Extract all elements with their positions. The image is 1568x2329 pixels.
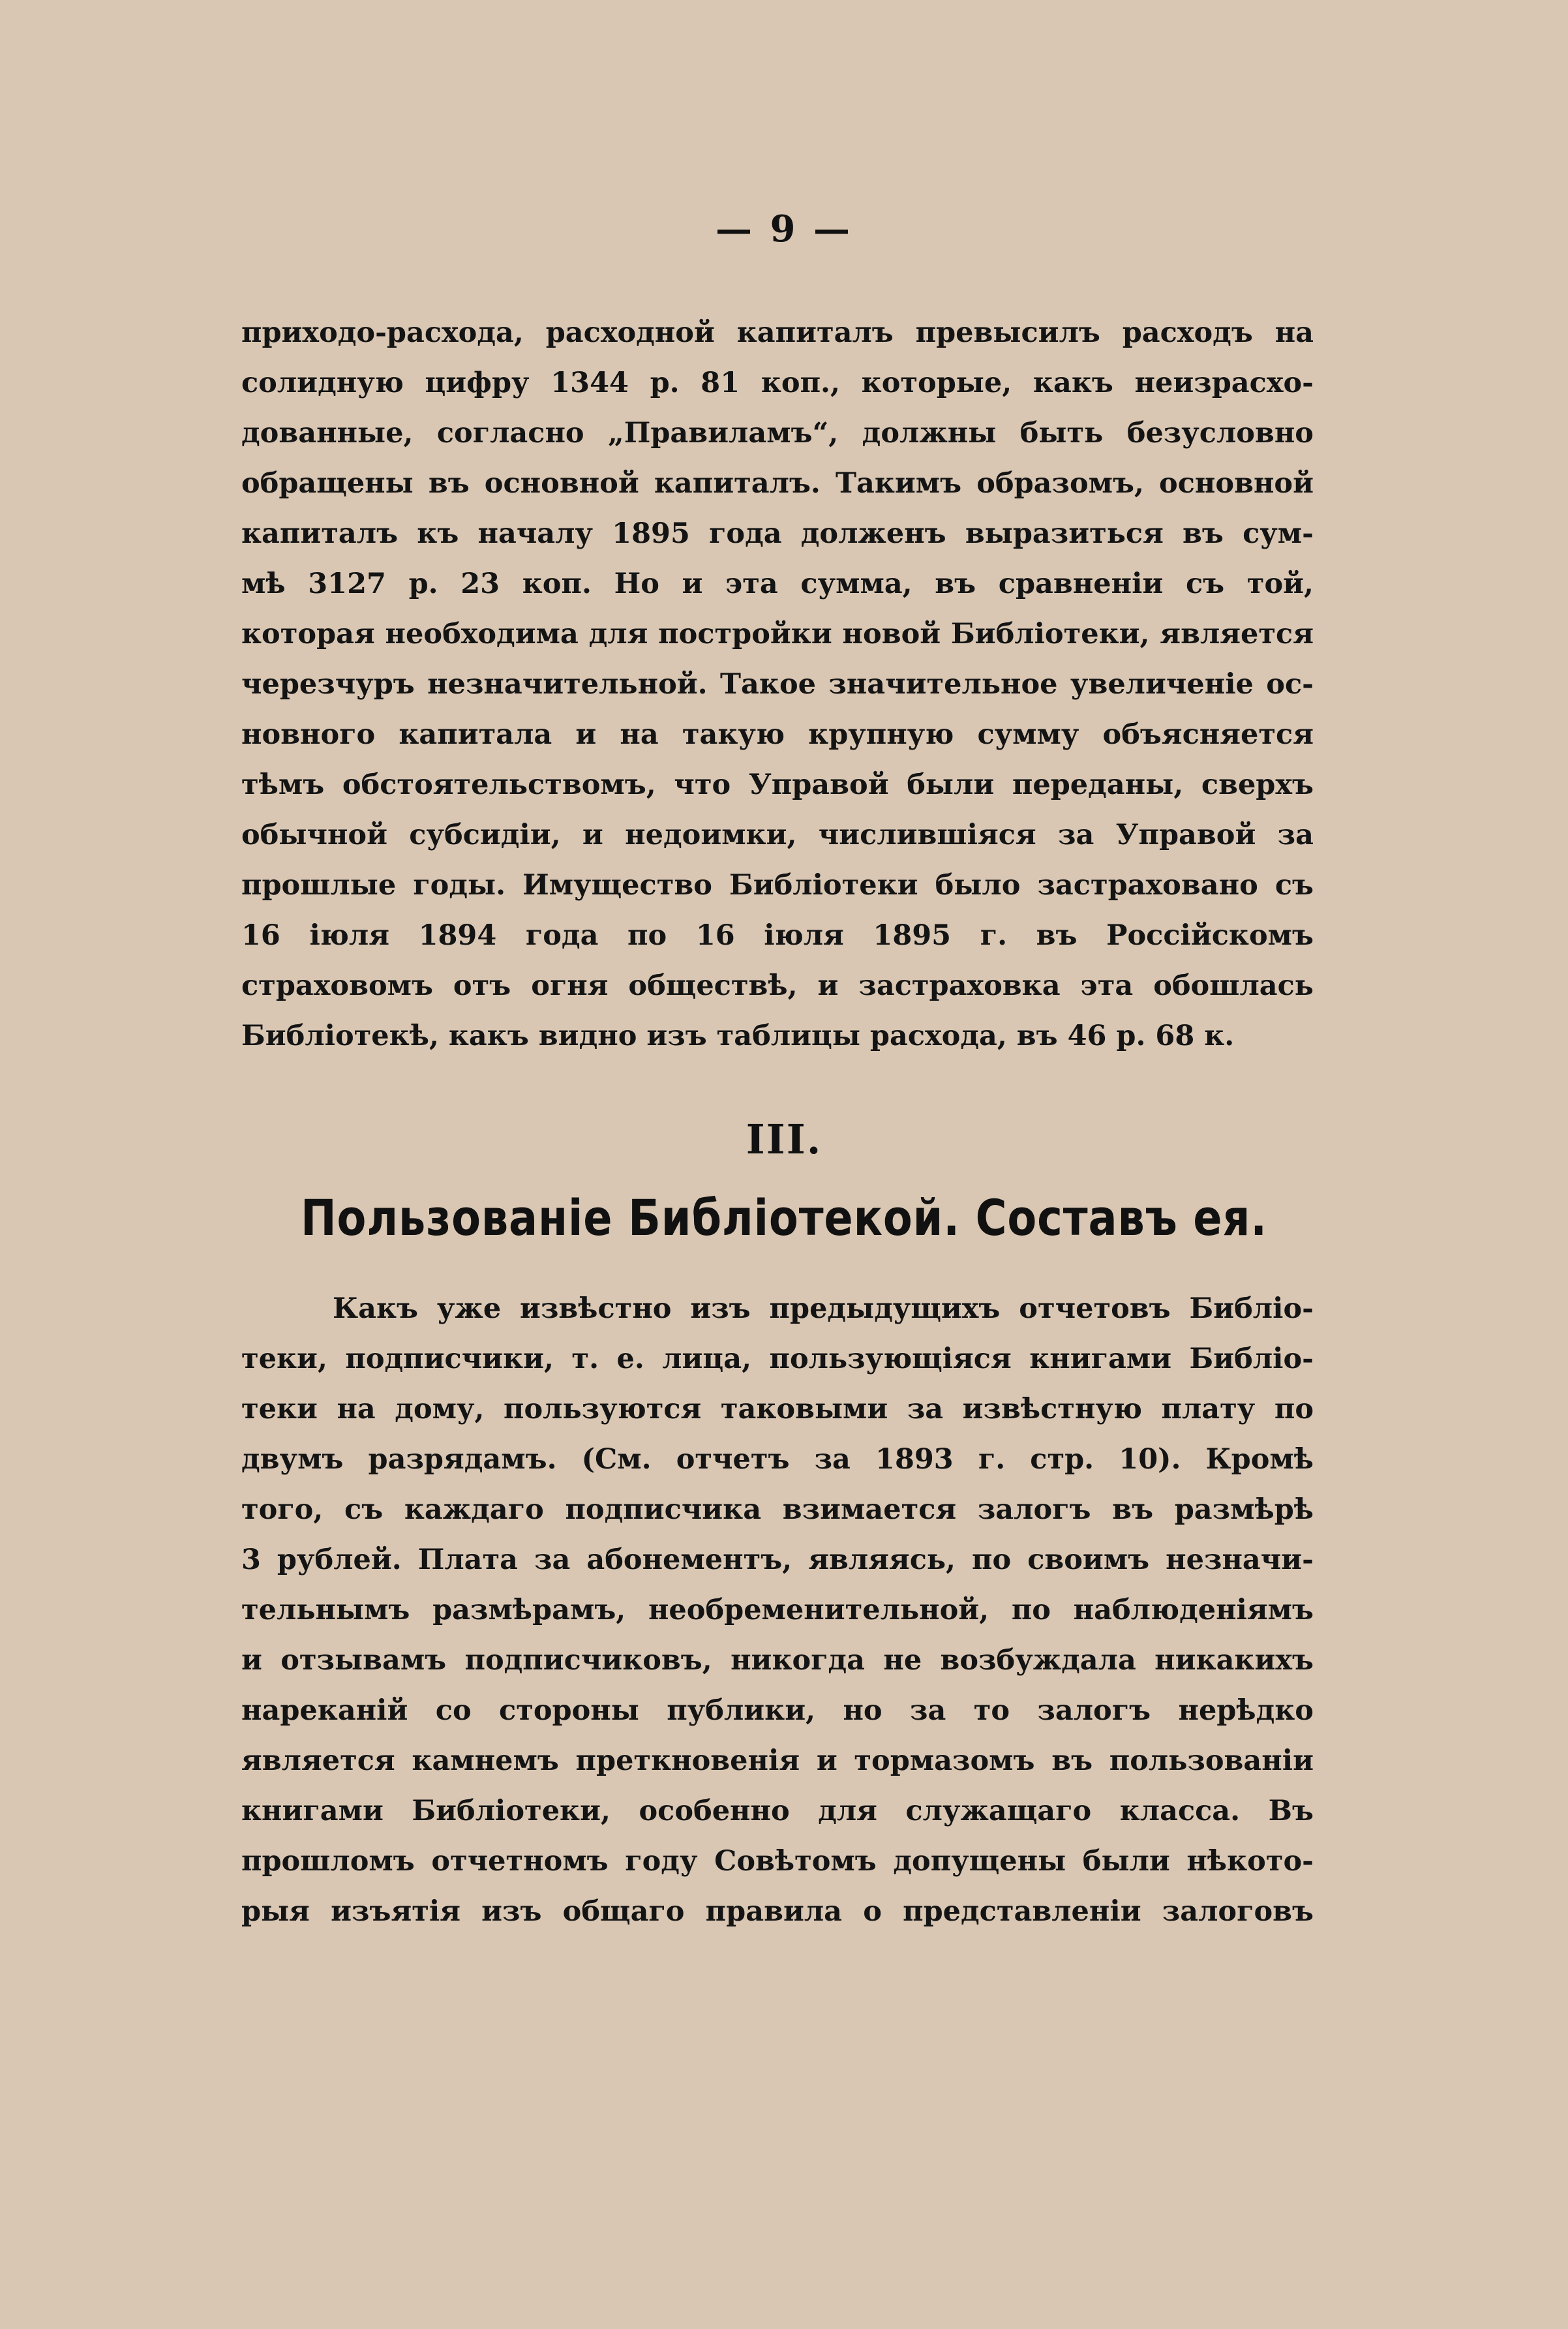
text-line: прошломъ отчетномъ году Совѣтомъ допущены были нѣкото- xyxy=(241,1845,1314,1878)
text-line: капиталъ къ началу 1895 года долженъ выразиться въ сум- xyxy=(241,517,1314,550)
text-line: страховомъ отъ огня обществѣ, и застраховка эта обошлась xyxy=(241,969,1314,1002)
text-line: двумъ разрядамъ. (См. отчетъ за 1893 г. стр. 10). Кромѣ xyxy=(241,1443,1314,1476)
text-line: Какъ уже извѣстно изъ предыдущихъ отчетовъ Библіо- xyxy=(333,1292,1314,1325)
text-line: и отзывамъ подписчиковъ, никогда не возбуждала никакихъ xyxy=(241,1644,1314,1677)
text-line: солидную цифру 1344 р. 81 коп., которые, какъ неизрасхо- xyxy=(241,367,1314,399)
text-line: которая необходима для постройки новой Библіотеки, является xyxy=(241,618,1314,650)
text-line: 3 рублей. Плата за абонементъ, являясь, по своимъ незначи- xyxy=(241,1544,1314,1576)
page-number: — 9 — xyxy=(716,207,852,251)
text-line: новного капитала и на такую крупную сумму объясняется xyxy=(241,718,1314,751)
text-line: дованные, согласно „Правиламъ“, должны быть безусловно xyxy=(241,417,1314,449)
text-line: нареканій со стороны публики, но за то залогъ нерѣдко xyxy=(241,1694,1314,1727)
paragraph-1 xyxy=(241,308,1314,1061)
text-line: прошлые годы. Имущество Библіотеки было застраховано съ xyxy=(241,869,1314,902)
text-line: мѣ 3127 р. 23 коп. Но и эта сумма, въ сравненіи съ той, xyxy=(241,568,1314,600)
text-line: тельнымъ размѣрамъ, необременительной, по наблюденіямъ xyxy=(241,1594,1314,1626)
text-line: рыя изъятія изъ общаго правила о представленіи залоговъ xyxy=(241,1895,1314,1928)
text-line: обычной субсидіи, и недоимки, числившіяся за Управой за xyxy=(241,819,1314,851)
text-line: обращены въ основной капиталъ. Такимъ образомъ, основной xyxy=(241,467,1314,500)
text-line: является камнемъ преткновенія и тормазомъ въ пользованіи xyxy=(241,1744,1314,1777)
text-line: черезчуръ незначительной. Такое значительное увеличеніе ос- xyxy=(241,668,1314,701)
text-line: теки, подписчики, т. е. лица, пользующіяся книгами Библіо- xyxy=(241,1343,1314,1375)
section-title: Пользованіе Библіотекой. Составъ ея. xyxy=(300,1189,1267,1247)
paragraph-2 xyxy=(241,1284,1314,1937)
text-line: теки на дому, пользуются таковыми за извѣстную плату по xyxy=(241,1393,1314,1425)
section-number: III. xyxy=(746,1116,822,1163)
text-line: Библіотекѣ, какъ видно изъ таблицы расхода, въ 46 р. 68 к. xyxy=(241,1020,1235,1052)
text-line: того, съ каждаго подписчика взимается залогъ въ размѣрѣ xyxy=(241,1493,1314,1526)
text-line: приходо-расхода, расходной капиталъ превысилъ расходъ на xyxy=(241,316,1314,349)
text-line: книгами Библіотеки, особенно для служащаго класса. Въ xyxy=(241,1795,1314,1827)
text-line: тѣмъ обстоятельствомъ, что Управой были переданы, сверхъ xyxy=(241,769,1314,801)
text-line: 16 іюля 1894 года по 16 іюля 1895 г. въ Россійскомъ xyxy=(241,919,1314,952)
